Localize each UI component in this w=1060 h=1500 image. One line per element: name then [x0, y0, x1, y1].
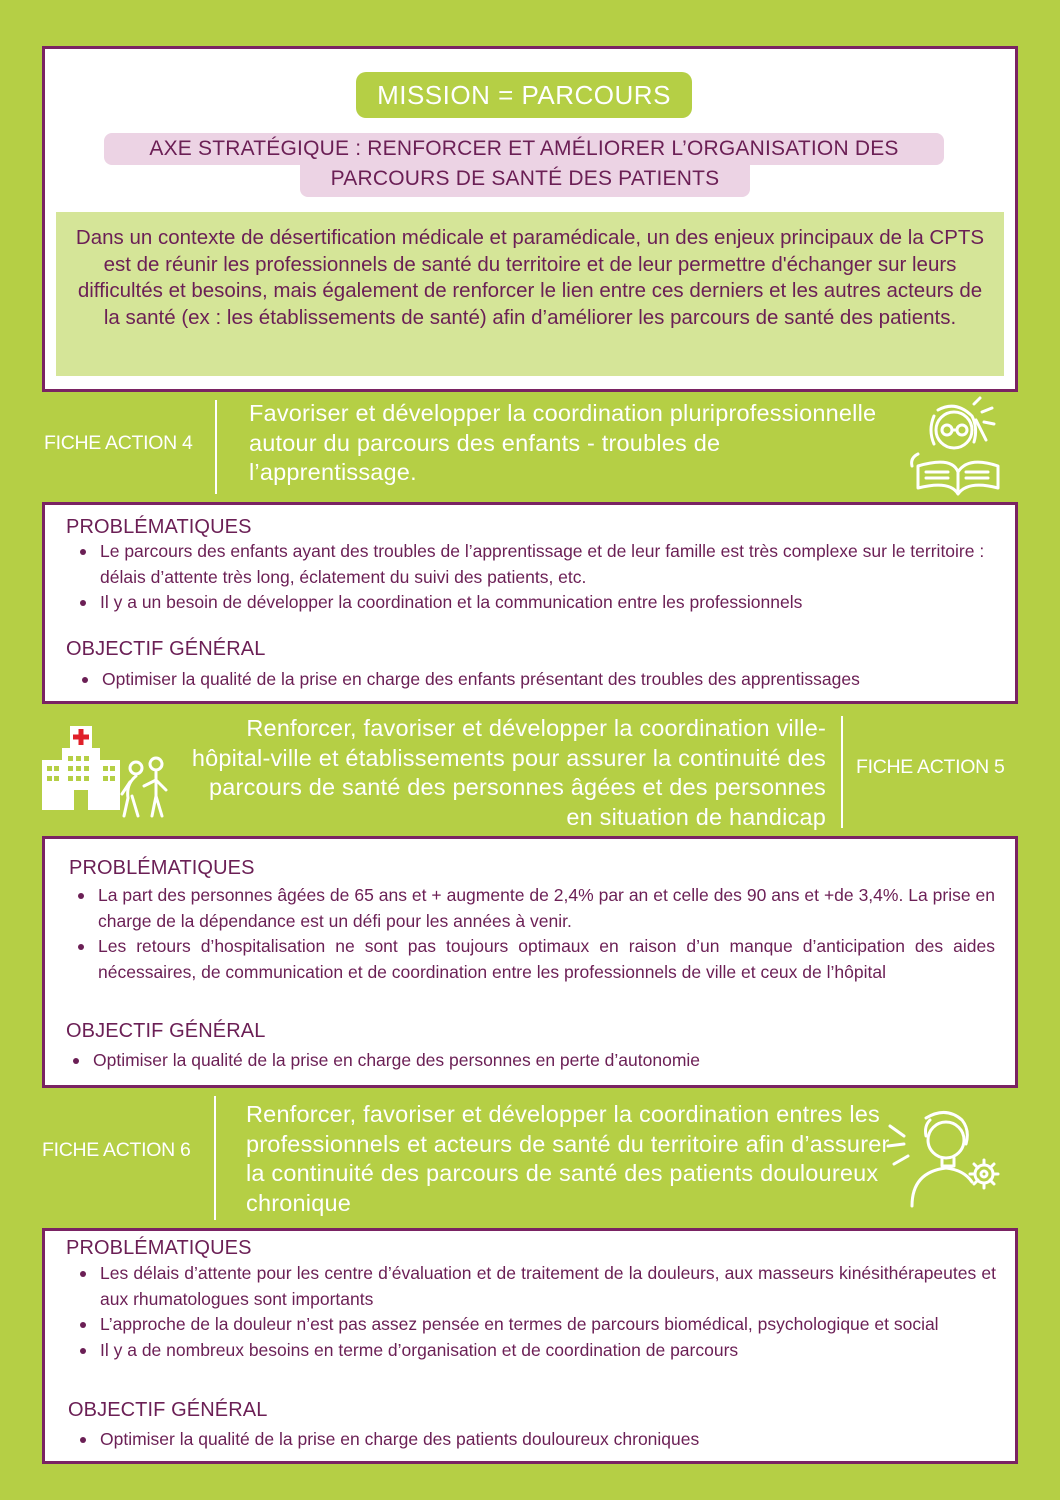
- mission-title: MISSION = PARCOURS: [356, 72, 692, 118]
- list-item: Optimiser la qualité de la prise en charge des enfants présentant des troubles des apprentissages: [79, 667, 1009, 693]
- objectif-list: [79, 667, 1009, 693]
- divider: [215, 400, 217, 494]
- person-pain-gear-icon: [886, 1108, 1002, 1210]
- objectif-heading: OBJECTIF GÉNÉRAL: [66, 1020, 266, 1042]
- list-item: Les retours d’hospitalisation ne sont pas toujours optimaux en raison d’un manque d’anticipation des aides nécessaires, de communication et de coordination entre les professionnels de ville et ceux de l’hôpital: [75, 934, 995, 985]
- list-item: Le parcours des enfants ayant des troubles de l’apprentissage et de leur famille est très complexe sur le territoire : délais d’attente très long, éclatement du suivi des patients, etc.: [77, 539, 1001, 590]
- fiche-title: Renforcer, favoriser et développer la coordination ville-hôpital-ville et établissements pour assurer la continuité des parcours de santé des personnes âgées et des personnes en situation de handicap: [191, 715, 826, 830]
- problematiques-heading: PROBLÉMATIQUES: [66, 516, 252, 538]
- axe-strategique-line2: PARCOURS DE SANTÉ DES PATIENTS: [300, 164, 750, 197]
- list-item: Il y a de nombreux besoins en terme d’organisation et de coordination de parcours: [77, 1338, 996, 1364]
- objectif-heading: OBJECTIF GÉNÉRAL: [66, 638, 266, 660]
- objectif-list: [70, 1048, 1000, 1074]
- list-item: Optimiser la qualité de la prise en charge des patients douloureux chroniques: [77, 1427, 1007, 1453]
- fiche-label: FICHE ACTION 5: [856, 756, 1005, 778]
- divider: [841, 716, 843, 828]
- divider: [214, 1096, 216, 1220]
- list-item: Il y a un besoin de développer la coordination et la communication entre les professionnels: [77, 590, 1001, 616]
- problematiques-heading: PROBLÉMATIQUES: [66, 1237, 252, 1259]
- fiche-label: FICHE ACTION 6: [42, 1139, 191, 1161]
- problematiques-list: [75, 883, 995, 985]
- fiche-label: FICHE ACTION 4: [44, 432, 193, 454]
- problematiques-list: [77, 539, 1001, 616]
- problematiques-heading: PROBLÉMATIQUES: [69, 857, 255, 879]
- list-item: L’approche de la douleur n’est pas assez pensée en termes de parcours biomédical, psychologique et social: [77, 1312, 996, 1338]
- fiche-title: Renforcer, favoriser et développer la coordination entres les professionnels et acteurs de santé du territoire afin d’assurer la continuité des parcours de santé des patients douloureux chronique: [246, 1101, 890, 1216]
- hospital-elderly-icon: [40, 726, 174, 820]
- axe-strategique-line1: AXE STRATÉGIQUE : RENFORCER ET AMÉLIORER L’ORGANISATION DES: [104, 133, 944, 165]
- list-item: La part des personnes âgées de 65 ans et + augmente de 2,4% par an et celle des 90 ans et +de 3,4%. La prise en charge de la dépendance est un défi pour les années à venir.: [75, 883, 995, 934]
- problematiques-list: [77, 1261, 996, 1363]
- objectif-list: [77, 1427, 1007, 1453]
- list-item: Optimiser la qualité de la prise en charge des personnes en perte d’autonomie: [70, 1048, 1000, 1074]
- child-reading-book-icon: [904, 394, 1004, 498]
- list-item: Les délais d’attente pour les centre d’évaluation et de traitement de la douleurs, aux masseurs kinésithérapeutes et aux rhumatologues sont importants: [77, 1261, 996, 1312]
- context-paragraph: Dans un contexte de désertification médicale et paramédicale, un des enjeux principaux de la CPTS est de réunir les professionnels de santé du territoire et de leur permettre d'échanger sur leurs difficultés et besoins, mais également de renforcer le lien entre ces derniers et les autres acteurs de la santé (ex : les établissements de santé) afin d’améliorer les parcours de santé des patients.: [56, 212, 1004, 376]
- objectif-heading: OBJECTIF GÉNÉRAL: [68, 1399, 268, 1421]
- fiche-title: Favoriser et développer la coordination pluriprofessionnelle autour du parcours des enfants - troubles de l’apprentissage.: [249, 400, 877, 485]
